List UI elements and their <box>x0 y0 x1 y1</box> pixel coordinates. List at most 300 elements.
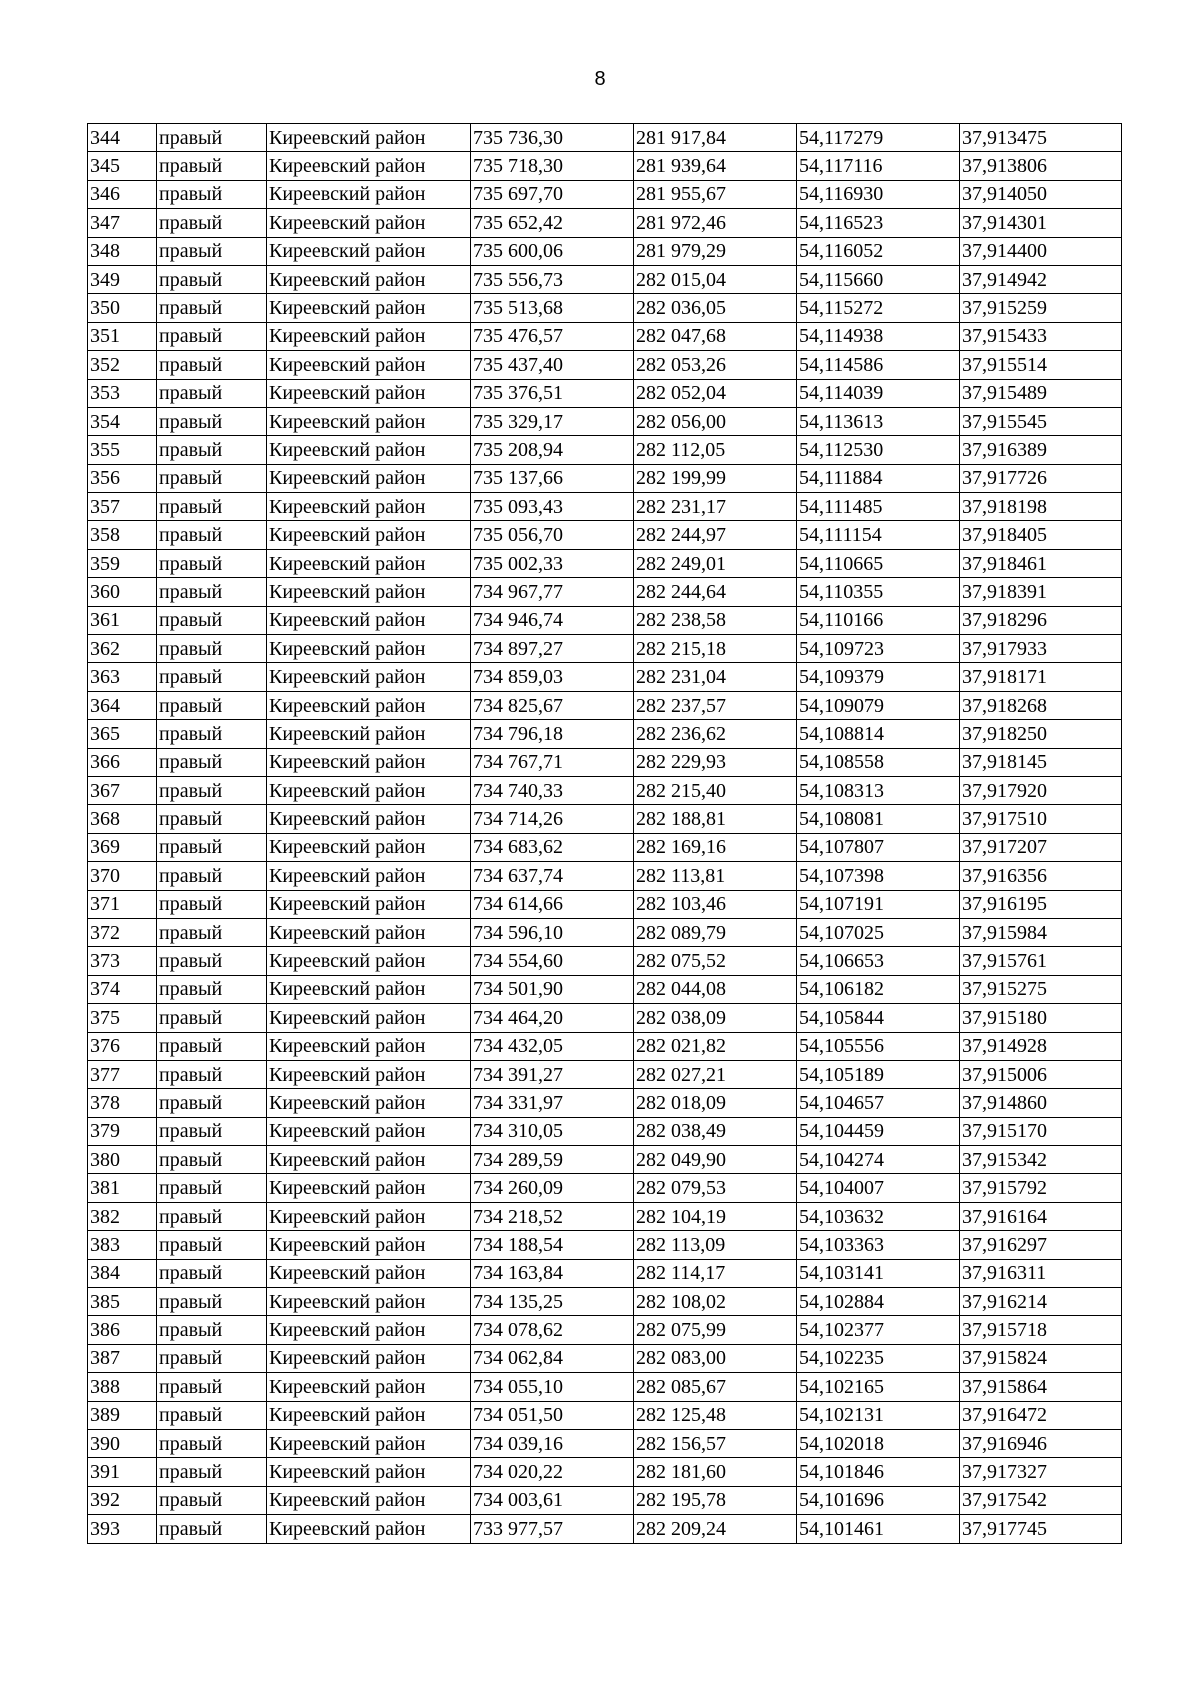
point-number-cell: 357 <box>88 493 157 521</box>
latitude-cell: 54,111154 <box>797 521 960 549</box>
district-cell: Киреевский район <box>267 1231 471 1259</box>
longitude-cell: 37,917726 <box>960 464 1122 492</box>
longitude-cell: 37,917510 <box>960 805 1122 833</box>
longitude-cell: 37,917542 <box>960 1486 1122 1514</box>
table-row <box>88 1202 1122 1230</box>
x-coordinate-cell: 735 697,70 <box>471 180 634 208</box>
longitude-cell: 37,917327 <box>960 1458 1122 1486</box>
x-coordinate-cell: 734 260,09 <box>471 1174 634 1202</box>
point-number-cell: 385 <box>88 1288 157 1316</box>
bank-side-cell: правый <box>157 606 267 634</box>
longitude-cell: 37,915984 <box>960 918 1122 946</box>
x-coordinate-cell: 734 825,67 <box>471 691 634 719</box>
y-coordinate-cell: 281 972,46 <box>634 209 797 237</box>
y-coordinate-cell: 282 104,19 <box>634 1202 797 1230</box>
y-coordinate-cell: 281 917,84 <box>634 124 797 152</box>
longitude-cell: 37,915718 <box>960 1316 1122 1344</box>
latitude-cell: 54,110355 <box>797 578 960 606</box>
point-number-cell: 354 <box>88 407 157 435</box>
bank-side-cell: правый <box>157 180 267 208</box>
district-cell: Киреевский район <box>267 748 471 776</box>
y-coordinate-cell: 282 209,24 <box>634 1515 797 1543</box>
y-coordinate-cell: 282 047,68 <box>634 322 797 350</box>
bank-side-cell: правый <box>157 1174 267 1202</box>
district-cell: Киреевский район <box>267 1259 471 1287</box>
x-coordinate-cell: 734 078,62 <box>471 1316 634 1344</box>
table-row <box>88 493 1122 521</box>
x-coordinate-cell: 735 376,51 <box>471 379 634 407</box>
bank-side-cell: правый <box>157 124 267 152</box>
x-coordinate-cell: 734 946,74 <box>471 606 634 634</box>
bank-side-cell: правый <box>157 635 267 663</box>
x-coordinate-cell: 734 796,18 <box>471 720 634 748</box>
latitude-cell: 54,114586 <box>797 351 960 379</box>
y-coordinate-cell: 282 038,49 <box>634 1117 797 1145</box>
longitude-cell: 37,917920 <box>960 776 1122 804</box>
x-coordinate-cell: 734 637,74 <box>471 862 634 890</box>
district-cell: Киреевский район <box>267 1004 471 1032</box>
bank-side-cell: правый <box>157 862 267 890</box>
table-row <box>88 947 1122 975</box>
district-cell: Киреевский район <box>267 1344 471 1372</box>
table-row <box>88 549 1122 577</box>
y-coordinate-cell: 282 249,01 <box>634 549 797 577</box>
district-cell: Киреевский район <box>267 635 471 663</box>
y-coordinate-cell: 282 236,62 <box>634 720 797 748</box>
district-cell: Киреевский район <box>267 1401 471 1429</box>
point-number-cell: 356 <box>88 464 157 492</box>
table-row <box>88 975 1122 1003</box>
bank-side-cell: правый <box>157 265 267 293</box>
point-number-cell: 383 <box>88 1231 157 1259</box>
district-cell: Киреевский район <box>267 379 471 407</box>
district-cell: Киреевский район <box>267 805 471 833</box>
y-coordinate-cell: 282 199,99 <box>634 464 797 492</box>
longitude-cell: 37,915514 <box>960 351 1122 379</box>
point-number-cell: 388 <box>88 1373 157 1401</box>
table-row <box>88 1231 1122 1259</box>
table-row <box>88 776 1122 804</box>
table-row <box>88 464 1122 492</box>
latitude-cell: 54,115272 <box>797 294 960 322</box>
district-cell: Киреевский район <box>267 493 471 521</box>
latitude-cell: 54,107191 <box>797 890 960 918</box>
x-coordinate-cell: 734 331,97 <box>471 1089 634 1117</box>
point-number-cell: 382 <box>88 1202 157 1230</box>
point-number-cell: 393 <box>88 1515 157 1543</box>
bank-side-cell: правый <box>157 1060 267 1088</box>
bank-side-cell: правый <box>157 1004 267 1032</box>
district-cell: Киреевский район <box>267 1373 471 1401</box>
y-coordinate-cell: 282 188,81 <box>634 805 797 833</box>
x-coordinate-cell: 735 329,17 <box>471 407 634 435</box>
district-cell: Киреевский район <box>267 975 471 1003</box>
table-row <box>88 1089 1122 1117</box>
bank-side-cell: правый <box>157 1032 267 1060</box>
longitude-cell: 37,915489 <box>960 379 1122 407</box>
latitude-cell: 54,103632 <box>797 1202 960 1230</box>
point-number-cell: 378 <box>88 1089 157 1117</box>
bank-side-cell: правый <box>157 1117 267 1145</box>
point-number-cell: 379 <box>88 1117 157 1145</box>
x-coordinate-cell: 734 055,10 <box>471 1373 634 1401</box>
table-row <box>88 1117 1122 1145</box>
bank-side-cell: правый <box>157 918 267 946</box>
latitude-cell: 54,109079 <box>797 691 960 719</box>
x-coordinate-cell: 734 039,16 <box>471 1429 634 1457</box>
district-cell: Киреевский район <box>267 918 471 946</box>
point-number-cell: 362 <box>88 635 157 663</box>
y-coordinate-cell: 282 231,17 <box>634 493 797 521</box>
district-cell: Киреевский район <box>267 237 471 265</box>
y-coordinate-cell: 282 215,18 <box>634 635 797 663</box>
x-coordinate-cell: 734 714,26 <box>471 805 634 833</box>
bank-side-cell: правый <box>157 521 267 549</box>
longitude-cell: 37,917745 <box>960 1515 1122 1543</box>
latitude-cell: 54,107398 <box>797 862 960 890</box>
y-coordinate-cell: 281 939,64 <box>634 152 797 180</box>
x-coordinate-cell: 733 977,57 <box>471 1515 634 1543</box>
district-cell: Киреевский район <box>267 322 471 350</box>
x-coordinate-cell: 735 652,42 <box>471 209 634 237</box>
longitude-cell: 37,915761 <box>960 947 1122 975</box>
y-coordinate-cell: 282 038,09 <box>634 1004 797 1032</box>
point-number-cell: 363 <box>88 663 157 691</box>
table-row <box>88 1060 1122 1088</box>
longitude-cell: 37,914301 <box>960 209 1122 237</box>
x-coordinate-cell: 734 596,10 <box>471 918 634 946</box>
table-row <box>88 294 1122 322</box>
district-cell: Киреевский район <box>267 1429 471 1457</box>
point-number-cell: 392 <box>88 1486 157 1514</box>
bank-side-cell: правый <box>157 1486 267 1514</box>
table-row <box>88 1316 1122 1344</box>
bank-side-cell: правый <box>157 805 267 833</box>
latitude-cell: 54,117279 <box>797 124 960 152</box>
longitude-cell: 37,915006 <box>960 1060 1122 1088</box>
longitude-cell: 37,917933 <box>960 635 1122 663</box>
x-coordinate-cell: 735 718,30 <box>471 152 634 180</box>
x-coordinate-cell: 734 163,84 <box>471 1259 634 1287</box>
point-number-cell: 373 <box>88 947 157 975</box>
district-cell: Киреевский район <box>267 407 471 435</box>
latitude-cell: 54,107807 <box>797 833 960 861</box>
point-number-cell: 344 <box>88 124 157 152</box>
table-row <box>88 748 1122 776</box>
bank-side-cell: правый <box>157 720 267 748</box>
table-row <box>88 1288 1122 1316</box>
table-row <box>88 436 1122 464</box>
district-cell: Киреевский район <box>267 691 471 719</box>
latitude-cell: 54,112530 <box>797 436 960 464</box>
district-cell: Киреевский район <box>267 606 471 634</box>
bank-side-cell: правый <box>157 379 267 407</box>
y-coordinate-cell: 282 049,90 <box>634 1146 797 1174</box>
bank-side-cell: правый <box>157 578 267 606</box>
table-row <box>88 890 1122 918</box>
table-row <box>88 1515 1122 1543</box>
table-row <box>88 720 1122 748</box>
district-cell: Киреевский район <box>267 1060 471 1088</box>
latitude-cell: 54,105556 <box>797 1032 960 1060</box>
table-row <box>88 691 1122 719</box>
table-row <box>88 918 1122 946</box>
table-row <box>88 805 1122 833</box>
table-row <box>88 407 1122 435</box>
y-coordinate-cell: 282 108,02 <box>634 1288 797 1316</box>
x-coordinate-cell: 734 310,05 <box>471 1117 634 1145</box>
y-coordinate-cell: 282 079,53 <box>634 1174 797 1202</box>
longitude-cell: 37,916195 <box>960 890 1122 918</box>
point-number-cell: 365 <box>88 720 157 748</box>
longitude-cell: 37,918268 <box>960 691 1122 719</box>
y-coordinate-cell: 282 018,09 <box>634 1089 797 1117</box>
coordinates-table <box>87 123 1122 1544</box>
y-coordinate-cell: 281 979,29 <box>634 237 797 265</box>
longitude-cell: 37,915433 <box>960 322 1122 350</box>
latitude-cell: 54,105844 <box>797 1004 960 1032</box>
bank-side-cell: правый <box>157 1316 267 1344</box>
latitude-cell: 54,110166 <box>797 606 960 634</box>
longitude-cell: 37,918250 <box>960 720 1122 748</box>
point-number-cell: 345 <box>88 152 157 180</box>
latitude-cell: 54,106182 <box>797 975 960 1003</box>
bank-side-cell: правый <box>157 152 267 180</box>
y-coordinate-cell: 282 021,82 <box>634 1032 797 1060</box>
bank-side-cell: правый <box>157 1089 267 1117</box>
bank-side-cell: правый <box>157 833 267 861</box>
point-number-cell: 371 <box>88 890 157 918</box>
x-coordinate-cell: 735 476,57 <box>471 322 634 350</box>
longitude-cell: 37,918461 <box>960 549 1122 577</box>
bank-side-cell: правый <box>157 1288 267 1316</box>
y-coordinate-cell: 282 085,67 <box>634 1373 797 1401</box>
longitude-cell: 37,918171 <box>960 663 1122 691</box>
latitude-cell: 54,102235 <box>797 1344 960 1372</box>
y-coordinate-cell: 282 244,97 <box>634 521 797 549</box>
y-coordinate-cell: 282 083,00 <box>634 1344 797 1372</box>
district-cell: Киреевский район <box>267 890 471 918</box>
latitude-cell: 54,108313 <box>797 776 960 804</box>
latitude-cell: 54,102377 <box>797 1316 960 1344</box>
latitude-cell: 54,101461 <box>797 1515 960 1543</box>
longitude-cell: 37,915824 <box>960 1344 1122 1372</box>
bank-side-cell: правый <box>157 691 267 719</box>
district-cell: Киреевский район <box>267 464 471 492</box>
longitude-cell: 37,918405 <box>960 521 1122 549</box>
y-coordinate-cell: 282 229,93 <box>634 748 797 776</box>
y-coordinate-cell: 282 195,78 <box>634 1486 797 1514</box>
longitude-cell: 37,915275 <box>960 975 1122 1003</box>
point-number-cell: 348 <box>88 237 157 265</box>
table-row <box>88 1458 1122 1486</box>
point-number-cell: 387 <box>88 1344 157 1372</box>
y-coordinate-cell: 282 237,57 <box>634 691 797 719</box>
x-coordinate-cell: 734 464,20 <box>471 1004 634 1032</box>
longitude-cell: 37,915180 <box>960 1004 1122 1032</box>
district-cell: Киреевский район <box>267 720 471 748</box>
longitude-cell: 37,917207 <box>960 833 1122 861</box>
latitude-cell: 54,103141 <box>797 1259 960 1287</box>
y-coordinate-cell: 282 027,21 <box>634 1060 797 1088</box>
y-coordinate-cell: 282 125,48 <box>634 1401 797 1429</box>
longitude-cell: 37,918198 <box>960 493 1122 521</box>
y-coordinate-cell: 282 238,58 <box>634 606 797 634</box>
district-cell: Киреевский район <box>267 1316 471 1344</box>
x-coordinate-cell: 734 501,90 <box>471 975 634 1003</box>
y-coordinate-cell: 282 112,05 <box>634 436 797 464</box>
x-coordinate-cell: 734 218,52 <box>471 1202 634 1230</box>
table-row <box>88 1146 1122 1174</box>
district-cell: Киреевский район <box>267 209 471 237</box>
point-number-cell: 355 <box>88 436 157 464</box>
point-number-cell: 376 <box>88 1032 157 1060</box>
bank-side-cell: правый <box>157 776 267 804</box>
y-coordinate-cell: 282 015,04 <box>634 265 797 293</box>
table-row <box>88 351 1122 379</box>
table-row <box>88 521 1122 549</box>
table-row <box>88 1174 1122 1202</box>
latitude-cell: 54,104274 <box>797 1146 960 1174</box>
x-coordinate-cell: 734 020,22 <box>471 1458 634 1486</box>
district-cell: Киреевский район <box>267 862 471 890</box>
x-coordinate-cell: 735 556,73 <box>471 265 634 293</box>
district-cell: Киреевский район <box>267 351 471 379</box>
longitude-cell: 37,916472 <box>960 1401 1122 1429</box>
y-coordinate-cell: 282 103,46 <box>634 890 797 918</box>
y-coordinate-cell: 282 113,09 <box>634 1231 797 1259</box>
page-number: 8 <box>594 68 606 90</box>
x-coordinate-cell: 735 137,66 <box>471 464 634 492</box>
y-coordinate-cell: 282 156,57 <box>634 1429 797 1457</box>
latitude-cell: 54,104459 <box>797 1117 960 1145</box>
table-row <box>88 1429 1122 1457</box>
x-coordinate-cell: 735 056,70 <box>471 521 634 549</box>
point-number-cell: 390 <box>88 1429 157 1457</box>
point-number-cell: 391 <box>88 1458 157 1486</box>
latitude-cell: 54,101696 <box>797 1486 960 1514</box>
latitude-cell: 54,117116 <box>797 152 960 180</box>
table-row <box>88 209 1122 237</box>
point-number-cell: 366 <box>88 748 157 776</box>
x-coordinate-cell: 734 897,27 <box>471 635 634 663</box>
x-coordinate-cell: 734 432,05 <box>471 1032 634 1060</box>
longitude-cell: 37,916946 <box>960 1429 1122 1457</box>
table-row <box>88 152 1122 180</box>
bank-side-cell: правый <box>157 549 267 577</box>
table-row <box>88 322 1122 350</box>
x-coordinate-cell: 734 135,25 <box>471 1288 634 1316</box>
district-cell: Киреевский район <box>267 578 471 606</box>
x-coordinate-cell: 734 767,71 <box>471 748 634 776</box>
x-coordinate-cell: 735 437,40 <box>471 351 634 379</box>
latitude-cell: 54,101846 <box>797 1458 960 1486</box>
x-coordinate-cell: 734 289,59 <box>471 1146 634 1174</box>
table-row <box>88 862 1122 890</box>
bank-side-cell: правый <box>157 1259 267 1287</box>
district-cell: Киреевский район <box>267 1458 471 1486</box>
bank-side-cell: правый <box>157 322 267 350</box>
point-number-cell: 352 <box>88 351 157 379</box>
y-coordinate-cell: 282 053,26 <box>634 351 797 379</box>
longitude-cell: 37,914400 <box>960 237 1122 265</box>
latitude-cell: 54,114039 <box>797 379 960 407</box>
bank-side-cell: правый <box>157 748 267 776</box>
district-cell: Киреевский район <box>267 663 471 691</box>
bank-side-cell: правый <box>157 1146 267 1174</box>
y-coordinate-cell: 282 089,79 <box>634 918 797 946</box>
bank-side-cell: правый <box>157 1373 267 1401</box>
table-row <box>88 1373 1122 1401</box>
longitude-cell: 37,916389 <box>960 436 1122 464</box>
x-coordinate-cell: 735 736,30 <box>471 124 634 152</box>
longitude-cell: 37,918296 <box>960 606 1122 634</box>
x-coordinate-cell: 734 740,33 <box>471 776 634 804</box>
district-cell: Киреевский район <box>267 152 471 180</box>
longitude-cell: 37,914860 <box>960 1089 1122 1117</box>
point-number-cell: 368 <box>88 805 157 833</box>
point-number-cell: 369 <box>88 833 157 861</box>
x-coordinate-cell: 734 859,03 <box>471 663 634 691</box>
y-coordinate-cell: 282 044,08 <box>634 975 797 1003</box>
table-row <box>88 1486 1122 1514</box>
x-coordinate-cell: 734 554,60 <box>471 947 634 975</box>
table-row <box>88 237 1122 265</box>
x-coordinate-cell: 734 683,62 <box>471 833 634 861</box>
point-number-cell: 372 <box>88 918 157 946</box>
longitude-cell: 37,916311 <box>960 1259 1122 1287</box>
table-row <box>88 1401 1122 1429</box>
latitude-cell: 54,113613 <box>797 407 960 435</box>
y-coordinate-cell: 282 056,00 <box>634 407 797 435</box>
latitude-cell: 54,108558 <box>797 748 960 776</box>
table-row <box>88 606 1122 634</box>
point-number-cell: 386 <box>88 1316 157 1344</box>
bank-side-cell: правый <box>157 464 267 492</box>
bank-side-cell: правый <box>157 947 267 975</box>
district-cell: Киреевский район <box>267 1174 471 1202</box>
table-row <box>88 1344 1122 1372</box>
point-number-cell: 360 <box>88 578 157 606</box>
latitude-cell: 54,114938 <box>797 322 960 350</box>
table-row <box>88 1032 1122 1060</box>
y-coordinate-cell: 281 955,67 <box>634 180 797 208</box>
point-number-cell: 384 <box>88 1259 157 1287</box>
district-cell: Киреевский район <box>267 1032 471 1060</box>
bank-side-cell: правый <box>157 1401 267 1429</box>
district-cell: Киреевский район <box>267 1515 471 1543</box>
table-row <box>88 663 1122 691</box>
longitude-cell: 37,914928 <box>960 1032 1122 1060</box>
point-number-cell: 370 <box>88 862 157 890</box>
latitude-cell: 54,106653 <box>797 947 960 975</box>
longitude-cell: 37,914942 <box>960 265 1122 293</box>
x-coordinate-cell: 735 093,43 <box>471 493 634 521</box>
bank-side-cell: правый <box>157 209 267 237</box>
district-cell: Киреевский район <box>267 294 471 322</box>
bank-side-cell: правый <box>157 237 267 265</box>
latitude-cell: 54,102165 <box>797 1373 960 1401</box>
x-coordinate-cell: 734 003,61 <box>471 1486 634 1514</box>
latitude-cell: 54,115660 <box>797 265 960 293</box>
y-coordinate-cell: 282 114,17 <box>634 1259 797 1287</box>
district-cell: Киреевский район <box>267 1089 471 1117</box>
latitude-cell: 54,104007 <box>797 1174 960 1202</box>
point-number-cell: 367 <box>88 776 157 804</box>
district-cell: Киреевский район <box>267 180 471 208</box>
y-coordinate-cell: 282 231,04 <box>634 663 797 691</box>
x-coordinate-cell: 735 600,06 <box>471 237 634 265</box>
